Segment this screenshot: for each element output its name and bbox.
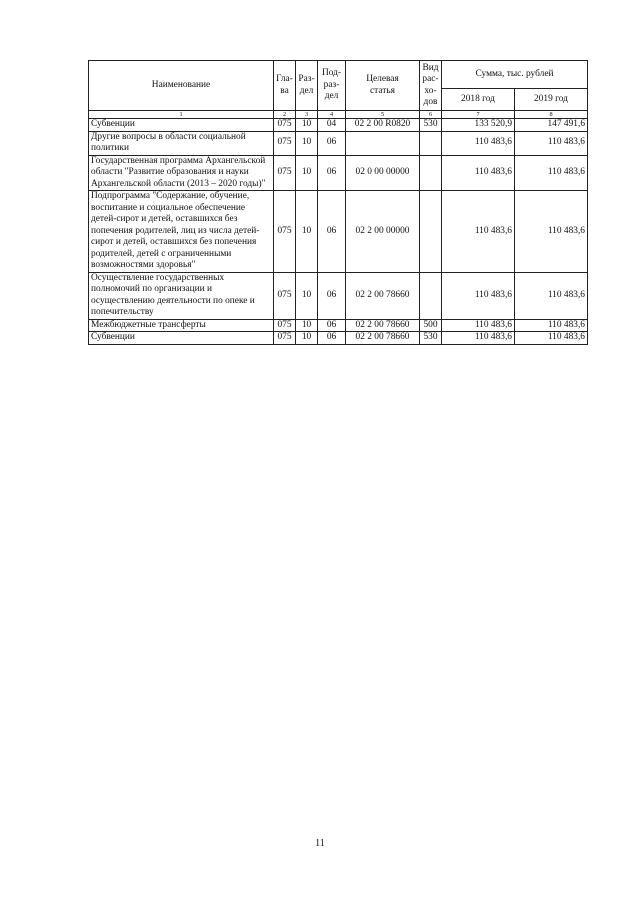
row-chapter: 075 bbox=[274, 319, 296, 332]
header-sum: Сумма, тыс. рублей bbox=[442, 61, 588, 89]
column-index: 1 bbox=[89, 111, 274, 119]
row-name: Субвенции bbox=[89, 332, 274, 345]
row-chapter: 075 bbox=[274, 272, 296, 319]
row-2018: 110 483,6 bbox=[442, 191, 515, 273]
row-section: 10 bbox=[296, 119, 318, 132]
row-2019: 110 483,6 bbox=[515, 191, 588, 273]
row-section: 10 bbox=[296, 155, 318, 191]
table-row bbox=[89, 119, 588, 132]
row-subsection: 06 bbox=[318, 319, 346, 332]
row-expense bbox=[420, 131, 442, 155]
header-name: Наименование bbox=[89, 61, 274, 111]
column-index: 3 bbox=[296, 111, 318, 119]
row-name: Другие вопросы в области социальной политики bbox=[89, 131, 274, 155]
table-row bbox=[89, 332, 588, 345]
header-section: Раз- дел bbox=[296, 61, 318, 111]
row-2019: 110 483,6 bbox=[515, 332, 588, 345]
column-index: 4 bbox=[318, 111, 346, 119]
row-subsection: 06 bbox=[318, 191, 346, 273]
header-year-2019: 2019 год bbox=[515, 89, 588, 111]
row-section: 10 bbox=[296, 191, 318, 273]
row-2018: 110 483,6 bbox=[442, 332, 515, 345]
column-index: 2 bbox=[274, 111, 296, 119]
row-name: Субвенции bbox=[89, 119, 274, 132]
header-target: Целевая статья bbox=[346, 61, 420, 111]
row-2019: 147 491,6 bbox=[515, 119, 588, 132]
row-2018: 110 483,6 bbox=[442, 155, 515, 191]
row-2018: 110 483,6 bbox=[442, 319, 515, 332]
row-2018: 110 483,6 bbox=[442, 131, 515, 155]
row-section: 10 bbox=[296, 319, 318, 332]
table-row bbox=[89, 155, 588, 191]
row-target: 02 2 00 00000 bbox=[346, 191, 420, 273]
row-target: 02 0 00 00000 bbox=[346, 155, 420, 191]
row-expense bbox=[420, 191, 442, 273]
table-row bbox=[89, 319, 588, 332]
row-subsection: 04 bbox=[318, 119, 346, 132]
row-subsection: 06 bbox=[318, 332, 346, 345]
row-expense bbox=[420, 155, 442, 191]
row-expense: 500 bbox=[420, 319, 442, 332]
row-2019: 110 483,6 bbox=[515, 155, 588, 191]
column-index: 5 bbox=[346, 111, 420, 119]
column-index-row bbox=[89, 111, 588, 119]
row-chapter: 075 bbox=[274, 191, 296, 273]
header-expense-type: Вид рас- хо- дов bbox=[420, 61, 442, 111]
row-expense: 530 bbox=[420, 332, 442, 345]
row-expense bbox=[420, 272, 442, 319]
row-chapter: 075 bbox=[274, 155, 296, 191]
row-name: Подпрограмма "Содержание, обучение, воспитание и социальное обеспечение детей-сирот и детей, оставшихся без попечения родителей, лиц из числа детей-сирот и детей, оставшихся без попечения родителей, детей с ограниченными возможностями здоровья" bbox=[89, 191, 274, 273]
column-index: 7 bbox=[442, 111, 515, 119]
row-subsection: 06 bbox=[318, 131, 346, 155]
row-2018: 110 483,6 bbox=[442, 272, 515, 319]
page-number: 11 bbox=[315, 838, 325, 849]
header-subsection: Под- раз- дел bbox=[318, 61, 346, 111]
row-name: Государственная программа Архангельской области "Развитие образования и науки Архангельской области (2013 – 2020 годы)" bbox=[89, 155, 274, 191]
row-subsection: 06 bbox=[318, 155, 346, 191]
row-target bbox=[346, 131, 420, 155]
column-index: 6 bbox=[420, 111, 442, 119]
row-target: 02 2 00 78660 bbox=[346, 319, 420, 332]
row-section: 10 bbox=[296, 272, 318, 319]
row-2018: 133 520,9 bbox=[442, 119, 515, 132]
table-row bbox=[89, 272, 588, 319]
row-section: 10 bbox=[296, 131, 318, 155]
row-2019: 110 483,6 bbox=[515, 319, 588, 332]
row-expense: 530 bbox=[420, 119, 442, 132]
row-chapter: 075 bbox=[274, 332, 296, 345]
row-target: 02 2 00 78660 bbox=[346, 332, 420, 345]
row-name: Межбюджетные трансферты bbox=[89, 319, 274, 332]
header-year-2018: 2018 год bbox=[442, 89, 515, 111]
row-subsection: 06 bbox=[318, 272, 346, 319]
row-target: 02 2 00 78660 bbox=[346, 272, 420, 319]
table-row bbox=[89, 131, 588, 155]
budget-table bbox=[88, 60, 588, 345]
row-section: 10 bbox=[296, 332, 318, 345]
row-target: 02 2 00 R0820 bbox=[346, 119, 420, 132]
table-row bbox=[89, 191, 588, 273]
row-2019: 110 483,6 bbox=[515, 272, 588, 319]
column-index: 8 bbox=[515, 111, 588, 119]
header-chapter: Гла- ва bbox=[274, 61, 296, 111]
row-chapter: 075 bbox=[274, 119, 296, 132]
row-name: Осуществление государственных полномочий по организации и осуществлению деятельности по опеке и попечительству bbox=[89, 272, 274, 319]
row-chapter: 075 bbox=[274, 131, 296, 155]
row-2019: 110 483,6 bbox=[515, 131, 588, 155]
